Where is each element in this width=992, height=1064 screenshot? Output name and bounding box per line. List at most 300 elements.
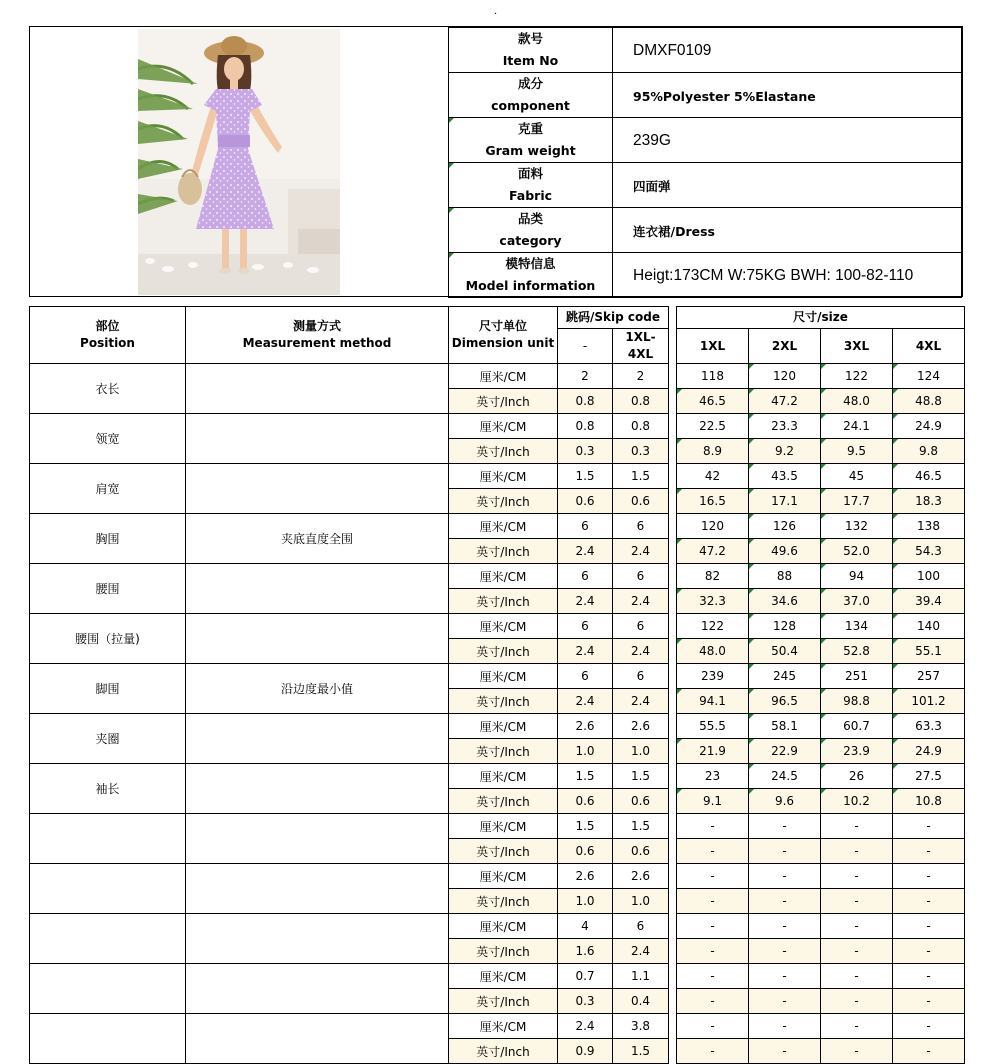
- size-value: 37.0: [843, 594, 870, 608]
- column-gap: [669, 864, 677, 889]
- column-gap: [669, 439, 677, 464]
- corner-marker-icon: [893, 464, 898, 469]
- size-value-cell: -: [677, 939, 749, 964]
- unit-cell: 厘米/CM: [449, 914, 558, 939]
- size-value: 94: [848, 569, 865, 583]
- size-value-cell: -: [821, 964, 893, 989]
- column-gap: [669, 889, 677, 914]
- size-value: 251: [845, 669, 868, 683]
- column-gap: [669, 614, 677, 639]
- corner-marker-icon: [677, 639, 682, 644]
- size-value: 16.5: [699, 494, 726, 508]
- skip-cell: 6: [613, 914, 669, 939]
- skip-cell: 2.4: [613, 689, 669, 714]
- size-value: 47.2: [771, 394, 798, 408]
- position-cell: 腰围: [30, 564, 186, 614]
- size-value-cell: -: [821, 939, 893, 964]
- corner-marker-icon: [749, 464, 754, 469]
- info-row: [449, 73, 962, 118]
- size-value-cell: -: [749, 839, 821, 864]
- size-value: 18.3: [915, 494, 942, 508]
- info-label-en: Gram weight: [485, 143, 576, 158]
- corner-marker-icon: [893, 539, 898, 544]
- skip-cell: 6: [558, 514, 613, 539]
- skip-cell: 0.8: [558, 414, 613, 439]
- column-gap: [669, 489, 677, 514]
- corner-marker-icon: [449, 118, 454, 123]
- column-gap: [669, 364, 677, 389]
- corner-marker-icon: [749, 389, 754, 394]
- size-value-cell: -: [893, 989, 965, 1014]
- skip-cell: 2.4: [613, 539, 669, 564]
- size-value-cell: [749, 739, 821, 764]
- corner-marker-icon: [821, 464, 826, 469]
- info-value: 四面弹: [633, 178, 671, 194]
- size-value-cell: [821, 489, 893, 514]
- size-row-cm: [30, 964, 965, 989]
- size-value-cell: -: [749, 989, 821, 1014]
- corner-marker-icon: [749, 564, 754, 569]
- skip-cell: 3.8: [613, 1014, 669, 1039]
- corner-marker-icon: [821, 364, 826, 369]
- info-label-cn: 面料: [517, 166, 543, 181]
- method-cell: 沿边度最小值: [186, 664, 449, 714]
- size-value: 47.2: [699, 544, 726, 558]
- info-label-en: category: [499, 233, 562, 248]
- corner-marker-icon: [821, 539, 826, 544]
- column-gap: [669, 514, 677, 539]
- corner-marker-icon: [893, 639, 898, 644]
- size-value: 24.5: [771, 769, 798, 783]
- unit-cell: 英寸/Inch: [449, 1039, 558, 1064]
- info-value-cell: [613, 208, 962, 253]
- unit-cell: 英寸/Inch: [449, 689, 558, 714]
- unit-cell: 厘米/CM: [449, 864, 558, 889]
- unit-cell: 英寸/Inch: [449, 839, 558, 864]
- skip-cell: 1.0: [558, 739, 613, 764]
- method-cell: [186, 364, 449, 414]
- size-row-cm: [30, 414, 965, 439]
- size-value-cell: -: [677, 839, 749, 864]
- header-unit-en: Dimension unit: [451, 336, 555, 350]
- size-value: 54.3: [915, 544, 942, 558]
- size-row-cm: [30, 464, 965, 489]
- size-value: 134: [845, 619, 868, 633]
- size-value-cell: -: [749, 939, 821, 964]
- product-info-block: [29, 26, 963, 297]
- header-method: [186, 307, 449, 364]
- skip-cell: 0.3: [613, 439, 669, 464]
- size-value-cell: [749, 689, 821, 714]
- size-value-cell: [821, 739, 893, 764]
- skip-cell: 1.6: [558, 939, 613, 964]
- size-value-cell: [749, 464, 821, 489]
- size-value-cell: 42: [677, 464, 749, 489]
- corner-marker-icon: [893, 589, 898, 594]
- size-value-cell: -: [677, 889, 749, 914]
- skip-cell: 6: [613, 564, 669, 589]
- corner-marker-icon: [677, 539, 682, 544]
- size-value-cell: -: [677, 914, 749, 939]
- position-cell: [30, 914, 186, 964]
- size-value: 34.6: [771, 594, 798, 608]
- position-cell: 腰围（拉量): [30, 614, 186, 664]
- corner-marker-icon: [749, 689, 754, 694]
- size-value-cell: [749, 764, 821, 789]
- position-cell: 袖长: [30, 764, 186, 814]
- unit-cell: 英寸/Inch: [449, 789, 558, 814]
- size-value-cell: -: [893, 839, 965, 864]
- info-value: 239G: [633, 132, 671, 149]
- skip-cell: 2.6: [558, 864, 613, 889]
- header-size-3xl: 3XL: [821, 329, 893, 364]
- unit-cell: 厘米/CM: [449, 714, 558, 739]
- skip-cell: 1.5: [613, 814, 669, 839]
- size-value-cell: [749, 614, 821, 639]
- corner-marker-icon: [821, 764, 826, 769]
- corner-marker-icon: [893, 714, 898, 719]
- header-method-cn: 测量方式: [292, 319, 341, 333]
- size-value-cell: -: [893, 1039, 965, 1064]
- unit-cell: 厘米/CM: [449, 1014, 558, 1039]
- size-value: 23.9: [843, 744, 870, 758]
- unit-cell: 厘米/CM: [449, 514, 558, 539]
- corner-marker-icon: [821, 664, 826, 669]
- info-value: 连衣裙/Dress: [633, 223, 715, 239]
- size-value-cell: 120: [677, 514, 749, 539]
- size-value-cell: [893, 614, 965, 639]
- size-row-cm: [30, 714, 965, 739]
- size-value: 17.7: [843, 494, 870, 508]
- size-value-cell: [821, 714, 893, 739]
- size-value: 45: [848, 469, 865, 483]
- skip-cell: 2.4: [558, 1014, 613, 1039]
- column-gap: [669, 1039, 677, 1064]
- skip-cell: 0.4: [613, 989, 669, 1014]
- header-skip-sub1: -: [558, 329, 613, 364]
- size-value: 98.8: [843, 694, 870, 708]
- size-value: 9.5: [846, 444, 867, 458]
- size-value-cell: [677, 389, 749, 414]
- corner-marker-icon: [749, 664, 754, 669]
- column-gap: [669, 814, 677, 839]
- size-value-cell: [893, 489, 965, 514]
- size-value-cell: 22.5: [677, 414, 749, 439]
- position-cell: 衣长: [30, 364, 186, 414]
- size-value-cell: [677, 639, 749, 664]
- size-value: 126: [773, 519, 796, 533]
- size-value: 24.1: [843, 419, 870, 433]
- info-label: [449, 28, 613, 73]
- header-method-en: Measurement method: [242, 336, 392, 350]
- column-gap: [669, 639, 677, 664]
- corner-marker-icon: [893, 389, 898, 394]
- size-value-cell: [821, 664, 893, 689]
- size-value: 122: [845, 369, 868, 383]
- unit-cell: 英寸/Inch: [449, 639, 558, 664]
- column-gap: [669, 939, 677, 964]
- size-value-cell: [677, 689, 749, 714]
- column-gap: [669, 989, 677, 1014]
- column-gap: [669, 464, 677, 489]
- size-value-cell: [893, 689, 965, 714]
- info-value: 95%Polyester 5%Elastane: [633, 88, 816, 104]
- size-value-cell: [821, 789, 893, 814]
- corner-marker-icon: [893, 489, 898, 494]
- skip-cell: 0.6: [558, 489, 613, 514]
- position-cell: [30, 1014, 186, 1064]
- column-gap: [669, 307, 677, 364]
- skip-cell: 0.3: [558, 989, 613, 1014]
- header-size: 尺寸/size: [677, 307, 965, 329]
- size-value-cell: [893, 714, 965, 739]
- size-value-cell: [821, 564, 893, 589]
- size-value-cell: -: [749, 964, 821, 989]
- size-value-cell: -: [821, 914, 893, 939]
- size-value-cell: -: [749, 1039, 821, 1064]
- corner-marker-icon: [449, 208, 454, 213]
- info-row: [449, 28, 962, 73]
- size-value-cell: [749, 789, 821, 814]
- info-label-en: component: [491, 98, 570, 113]
- skip-cell: 2.6: [613, 714, 669, 739]
- size-value: 88: [776, 569, 793, 583]
- size-value-cell: [893, 639, 965, 664]
- corner-marker-icon: [893, 789, 898, 794]
- skip-cell: 1.5: [558, 814, 613, 839]
- size-value: 245: [773, 669, 796, 683]
- info-label: [449, 208, 613, 253]
- column-gap: [669, 914, 677, 939]
- size-value-cell: [749, 564, 821, 589]
- size-value-cell: [893, 464, 965, 489]
- info-label-cn: 克重: [517, 121, 543, 136]
- corner-marker-icon: [893, 689, 898, 694]
- skip-cell: 1.0: [613, 889, 669, 914]
- corner-marker-icon: [749, 589, 754, 594]
- size-value-cell: -: [677, 864, 749, 889]
- size-value: 132: [845, 519, 868, 533]
- size-value-cell: [893, 439, 965, 464]
- skip-cell: 6: [613, 664, 669, 689]
- skip-cell: 1.5: [613, 464, 669, 489]
- skip-cell: 1.5: [613, 1039, 669, 1064]
- column-gap: [669, 589, 677, 614]
- corner-marker-icon: [749, 364, 754, 369]
- skip-cell: 2: [558, 364, 613, 389]
- size-value-cell: 82: [677, 564, 749, 589]
- size-value-cell: [677, 489, 749, 514]
- size-value-cell: [893, 739, 965, 764]
- method-cell: [186, 814, 449, 864]
- info-value-cell: [613, 253, 962, 298]
- column-gap: [669, 764, 677, 789]
- info-value: DMXF0109: [633, 42, 712, 59]
- unit-cell: 英寸/Inch: [449, 739, 558, 764]
- column-gap: [669, 1014, 677, 1039]
- unit-cell: 英寸/Inch: [449, 489, 558, 514]
- size-value-cell: [821, 389, 893, 414]
- skip-cell: 2.6: [558, 714, 613, 739]
- column-gap: [669, 789, 677, 814]
- size-value-cell: -: [821, 989, 893, 1014]
- size-value-cell: 122: [677, 614, 749, 639]
- corner-marker-icon: [749, 714, 754, 719]
- size-value-cell: -: [821, 1039, 893, 1064]
- size-value-cell: [821, 639, 893, 664]
- size-value-cell: -: [749, 889, 821, 914]
- info-value: Heigt:173CM W:75KG BWH: 100-82-110: [633, 267, 914, 284]
- size-value: 21.9: [699, 744, 726, 758]
- corner-marker-icon: [893, 414, 898, 419]
- size-value-cell: [893, 414, 965, 439]
- corner-marker-icon: [893, 439, 898, 444]
- size-value: 24.9: [915, 744, 942, 758]
- size-value-cell: 239: [677, 664, 749, 689]
- unit-cell: 厘米/CM: [449, 364, 558, 389]
- size-value: 96.5: [771, 694, 798, 708]
- method-cell: [186, 764, 449, 814]
- info-label-cn: 款号: [517, 31, 543, 46]
- column-gap: [669, 664, 677, 689]
- skip-cell: 6: [613, 614, 669, 639]
- skip-cell: 0.9: [558, 1039, 613, 1064]
- size-value: 39.4: [915, 594, 942, 608]
- corner-marker-icon: [893, 614, 898, 619]
- column-gap: [669, 414, 677, 439]
- size-value: 10.2: [843, 794, 870, 808]
- size-value: 8.9: [702, 444, 723, 458]
- size-value: 138: [917, 519, 940, 533]
- size-row-cm: [30, 814, 965, 839]
- size-value-cell: [677, 539, 749, 564]
- size-value-cell: -: [677, 1039, 749, 1064]
- size-value-cell: -: [677, 1014, 749, 1039]
- unit-cell: 英寸/Inch: [449, 589, 558, 614]
- position-cell: 领宽: [30, 414, 186, 464]
- header-position-en: Position: [80, 336, 135, 350]
- corner-marker-icon: [677, 389, 682, 394]
- header-size-1xl: 1XL: [677, 329, 749, 364]
- unit-cell: 英寸/Inch: [449, 939, 558, 964]
- corner-marker-icon: [893, 764, 898, 769]
- size-value: 52.0: [843, 544, 870, 558]
- size-row-cm: [30, 564, 965, 589]
- position-cell: 肩宽: [30, 464, 186, 514]
- size-value: 120: [773, 369, 796, 383]
- size-value-cell: [821, 764, 893, 789]
- corner-marker-icon: [677, 489, 682, 494]
- size-value-cell: [749, 364, 821, 389]
- skip-cell: 6: [613, 514, 669, 539]
- size-row-cm: [30, 614, 965, 639]
- size-value: 48.0: [843, 394, 870, 408]
- size-value-cell: [749, 489, 821, 514]
- size-row-cm: [30, 764, 965, 789]
- size-value-cell: [821, 589, 893, 614]
- corner-marker-icon: [821, 414, 826, 419]
- corner-marker-icon: [821, 489, 826, 494]
- info-value-cell: [613, 163, 962, 208]
- corner-marker-icon: [449, 163, 454, 168]
- column-gap: [669, 714, 677, 739]
- skip-cell: 0.8: [613, 389, 669, 414]
- info-value-cell: [613, 73, 962, 118]
- skip-cell: 1.0: [613, 739, 669, 764]
- skip-cell: 0.6: [613, 839, 669, 864]
- size-chart-table: [29, 306, 965, 1064]
- corner-marker-icon: [749, 789, 754, 794]
- size-row-cm: [30, 1014, 965, 1039]
- size-value-cell: [893, 789, 965, 814]
- method-cell: [186, 714, 449, 764]
- header-position: [30, 307, 186, 364]
- skip-cell: 6: [558, 564, 613, 589]
- header-skip-code: 跳码/Skip code: [558, 307, 669, 329]
- size-row-cm: [30, 514, 965, 539]
- skip-cell: 6: [558, 614, 613, 639]
- size-value: 43.5: [771, 469, 798, 483]
- size-value: 124: [917, 369, 940, 383]
- method-cell: 夹底直度全围: [186, 514, 449, 564]
- size-value-cell: -: [749, 814, 821, 839]
- info-label-en: Fabric: [508, 188, 553, 203]
- corner-marker-icon: [749, 764, 754, 769]
- skip-cell: 1.5: [613, 764, 669, 789]
- info-row: [449, 163, 962, 208]
- corner-marker-icon: [893, 564, 898, 569]
- unit-cell: 英寸/Inch: [449, 889, 558, 914]
- size-value: 101.2: [911, 694, 946, 708]
- skip-cell: 0.7: [558, 964, 613, 989]
- size-value-cell: -: [677, 814, 749, 839]
- skip-cell: 2.4: [558, 689, 613, 714]
- unit-cell: 厘米/CM: [449, 814, 558, 839]
- skip-cell: 4: [558, 914, 613, 939]
- size-value-cell: [821, 614, 893, 639]
- size-value-cell: [893, 764, 965, 789]
- method-cell: [186, 964, 449, 1014]
- info-value-cell: [613, 28, 962, 73]
- size-value-cell: [749, 589, 821, 614]
- corner-marker-icon: [749, 614, 754, 619]
- column-gap: [669, 964, 677, 989]
- size-value-cell: [893, 539, 965, 564]
- size-value-cell: -: [749, 914, 821, 939]
- size-value-cell: [821, 689, 893, 714]
- unit-cell: 英寸/Inch: [449, 989, 558, 1014]
- corner-marker-icon: [821, 614, 826, 619]
- product-info-table: [448, 27, 962, 298]
- size-value-cell: -: [821, 1014, 893, 1039]
- size-value-cell: [821, 439, 893, 464]
- skip-cell: 0.8: [613, 414, 669, 439]
- size-value-cell: -: [893, 939, 965, 964]
- column-gap: [669, 689, 677, 714]
- corner-marker-icon: [749, 439, 754, 444]
- unit-cell: 厘米/CM: [449, 664, 558, 689]
- size-row-cm: [30, 864, 965, 889]
- position-cell: [30, 864, 186, 914]
- size-value-cell: [749, 714, 821, 739]
- size-value: 140: [917, 619, 940, 633]
- top-dot: .: [494, 6, 498, 17]
- unit-cell: 厘米/CM: [449, 564, 558, 589]
- size-value: 48.8: [915, 394, 942, 408]
- method-cell: [186, 464, 449, 514]
- header-size-2xl: 2XL: [749, 329, 821, 364]
- skip-cell: 2.4: [558, 639, 613, 664]
